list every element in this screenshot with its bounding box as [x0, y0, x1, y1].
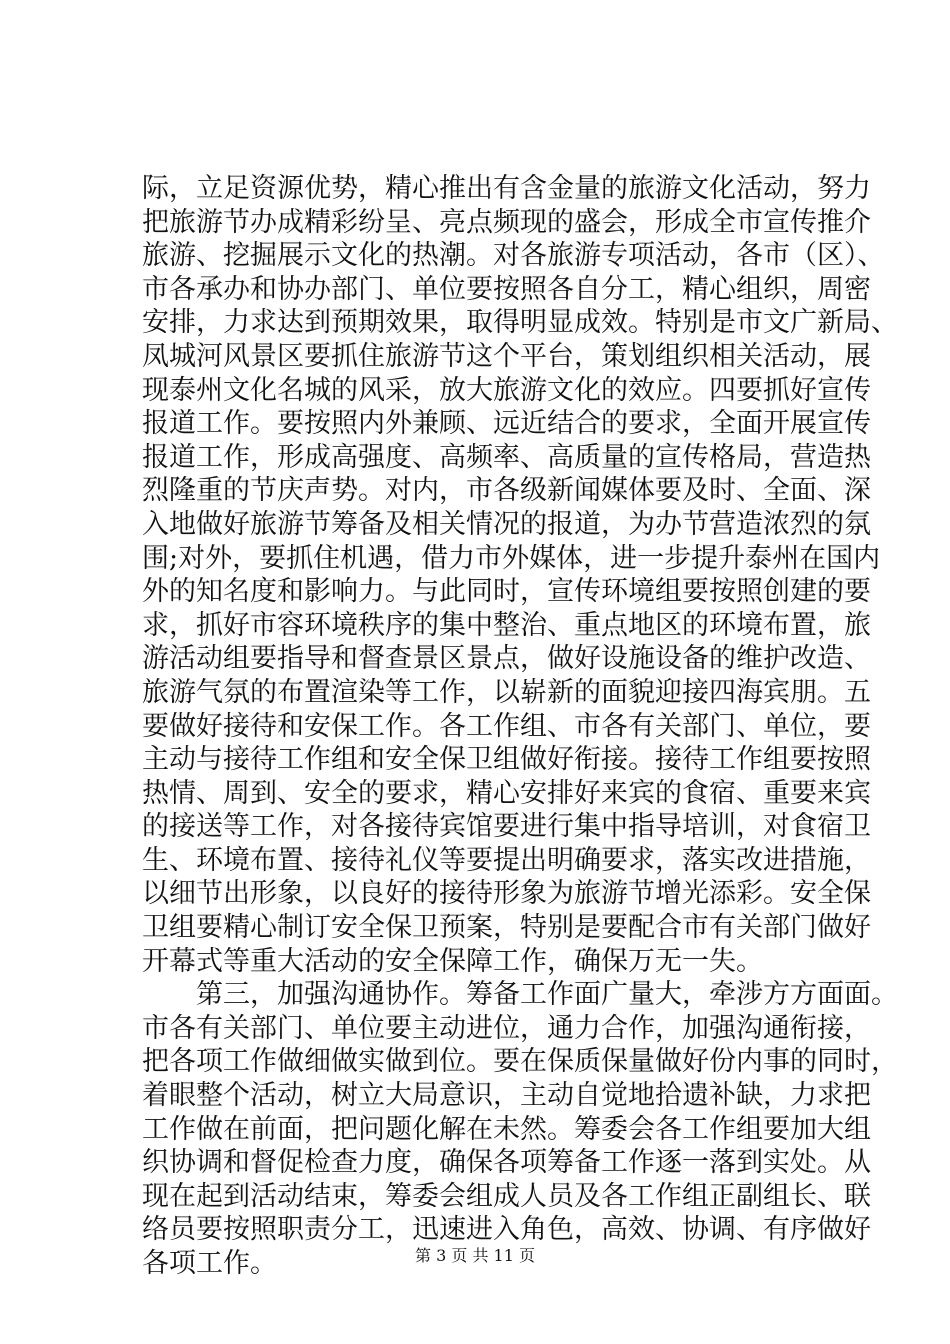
- page-number-footer: 第 3 页 共 11 页: [415, 1246, 535, 1265]
- text-line: 工作做在前面，把问题化解在未然。筹委会各工作组要加大组: [142, 1113, 871, 1145]
- text-line: 市各有关部门、单位要主动进位，通力合作，加强沟通衔接，: [142, 1012, 871, 1044]
- paragraph-start-line: 第三，加强沟通协作。筹备工作面广量大，牵涉方方面面。: [196, 979, 898, 1011]
- text-line: 际，立足资源优势，精心推出有含金量的旅游文化活动，努力: [142, 173, 871, 204]
- text-line: 旅游气氛的布置渲染等工作，以崭新的面貌迎接四海宾朋。五: [142, 676, 871, 708]
- text-line: 各项工作。: [142, 1248, 277, 1279]
- text-line: 的接送等工作，对各接待宾馆要进行集中指导培训，对食宿卫: [142, 811, 871, 843]
- text-line: 要做好接待和安保工作。各工作组、市各有关部门、单位，要: [142, 710, 871, 742]
- text-line: 以细节出形象，以良好的接待形象为旅游节增光添彩。安全保: [142, 878, 871, 910]
- text-line: 热情、周到、安全的要求，精心安排好来宾的食宿、重要来宾: [142, 777, 871, 809]
- text-line: 入地做好旅游节筹备及相关情况的报道，为办节营造浓烈的氛: [142, 508, 871, 540]
- text-line: 生、环境布置、接待礼仪等要提出明确要求，落实改进措施，: [142, 844, 871, 876]
- text-line: 外的知名度和影响力。与此同时，宣传环境组要按照创建的要: [142, 576, 871, 608]
- text-line: 着眼整个活动，树立大局意识，主动自觉地拾遗补缺，力求把: [142, 1080, 871, 1112]
- text-line: 现泰州文化名城的风采，放大旅游文化的效应。四要抓好宣传: [142, 374, 871, 406]
- text-line: 围;对外，要抓住机遇，借力市外媒体，进一步提升泰州在国内: [142, 542, 881, 574]
- text-line: 求，抓好市容环境秩序的集中整治、重点地区的环境布置，旅: [142, 609, 871, 641]
- text-line: 报道工作，形成高强度、高频率、高质量的宣传格局，营造热: [142, 441, 871, 473]
- text-line: 市各承办和协办部门、单位要按照各自分工，精心组织，周密: [142, 273, 871, 305]
- text-line: 把旅游节办成精彩纷呈、亮点频现的盛会，形成全市宣传推介: [142, 206, 871, 238]
- text-line: 烈隆重的节庆声势。对内，市各级新闻媒体要及时、全面、深: [142, 475, 871, 507]
- text-line: 络员要按照职责分工，迅速进入角色，高效、协调、有序做好: [142, 1214, 871, 1246]
- text-line: 安排，力求达到预期效果，取得明显成效。特别是市文广新局、: [142, 307, 898, 339]
- text-line: 报道工作。要按照内外兼顾、远近结合的要求，全面开展宣传: [142, 408, 871, 440]
- text-line: 开幕式等重大活动的安全保障工作，确保万无一失。: [142, 945, 763, 977]
- text-line: 卫组要精心制订安全保卫预案，特别是要配合市有关部门做好: [142, 912, 871, 944]
- text-line: 织协调和督促检查力度，确保各项筹备工作逐一落到实处。从: [142, 1147, 871, 1179]
- text-line: 把各项工作做细做实做到位。要在保质保量做好份内事的同时，: [142, 1046, 898, 1078]
- text-line: 主动与接待工作组和安全保卫组做好衔接。接待工作组要按照: [142, 744, 871, 776]
- text-line: 游活动组要指导和督查景区景点，做好设施设备的维护改造、: [142, 643, 871, 675]
- text-line: 旅游、挖掘展示文化的热潮。对各旅游专项活动，各市（区）、: [142, 240, 885, 272]
- body-text: [142, 172, 898, 1281]
- text-line: 现在起到活动结束，筹委会组成人员及各工作组正副组长、联: [142, 1180, 871, 1212]
- text-line: 凤城河风景区要抓住旅游节这个平台，策划组织相关活动，展: [142, 340, 871, 372]
